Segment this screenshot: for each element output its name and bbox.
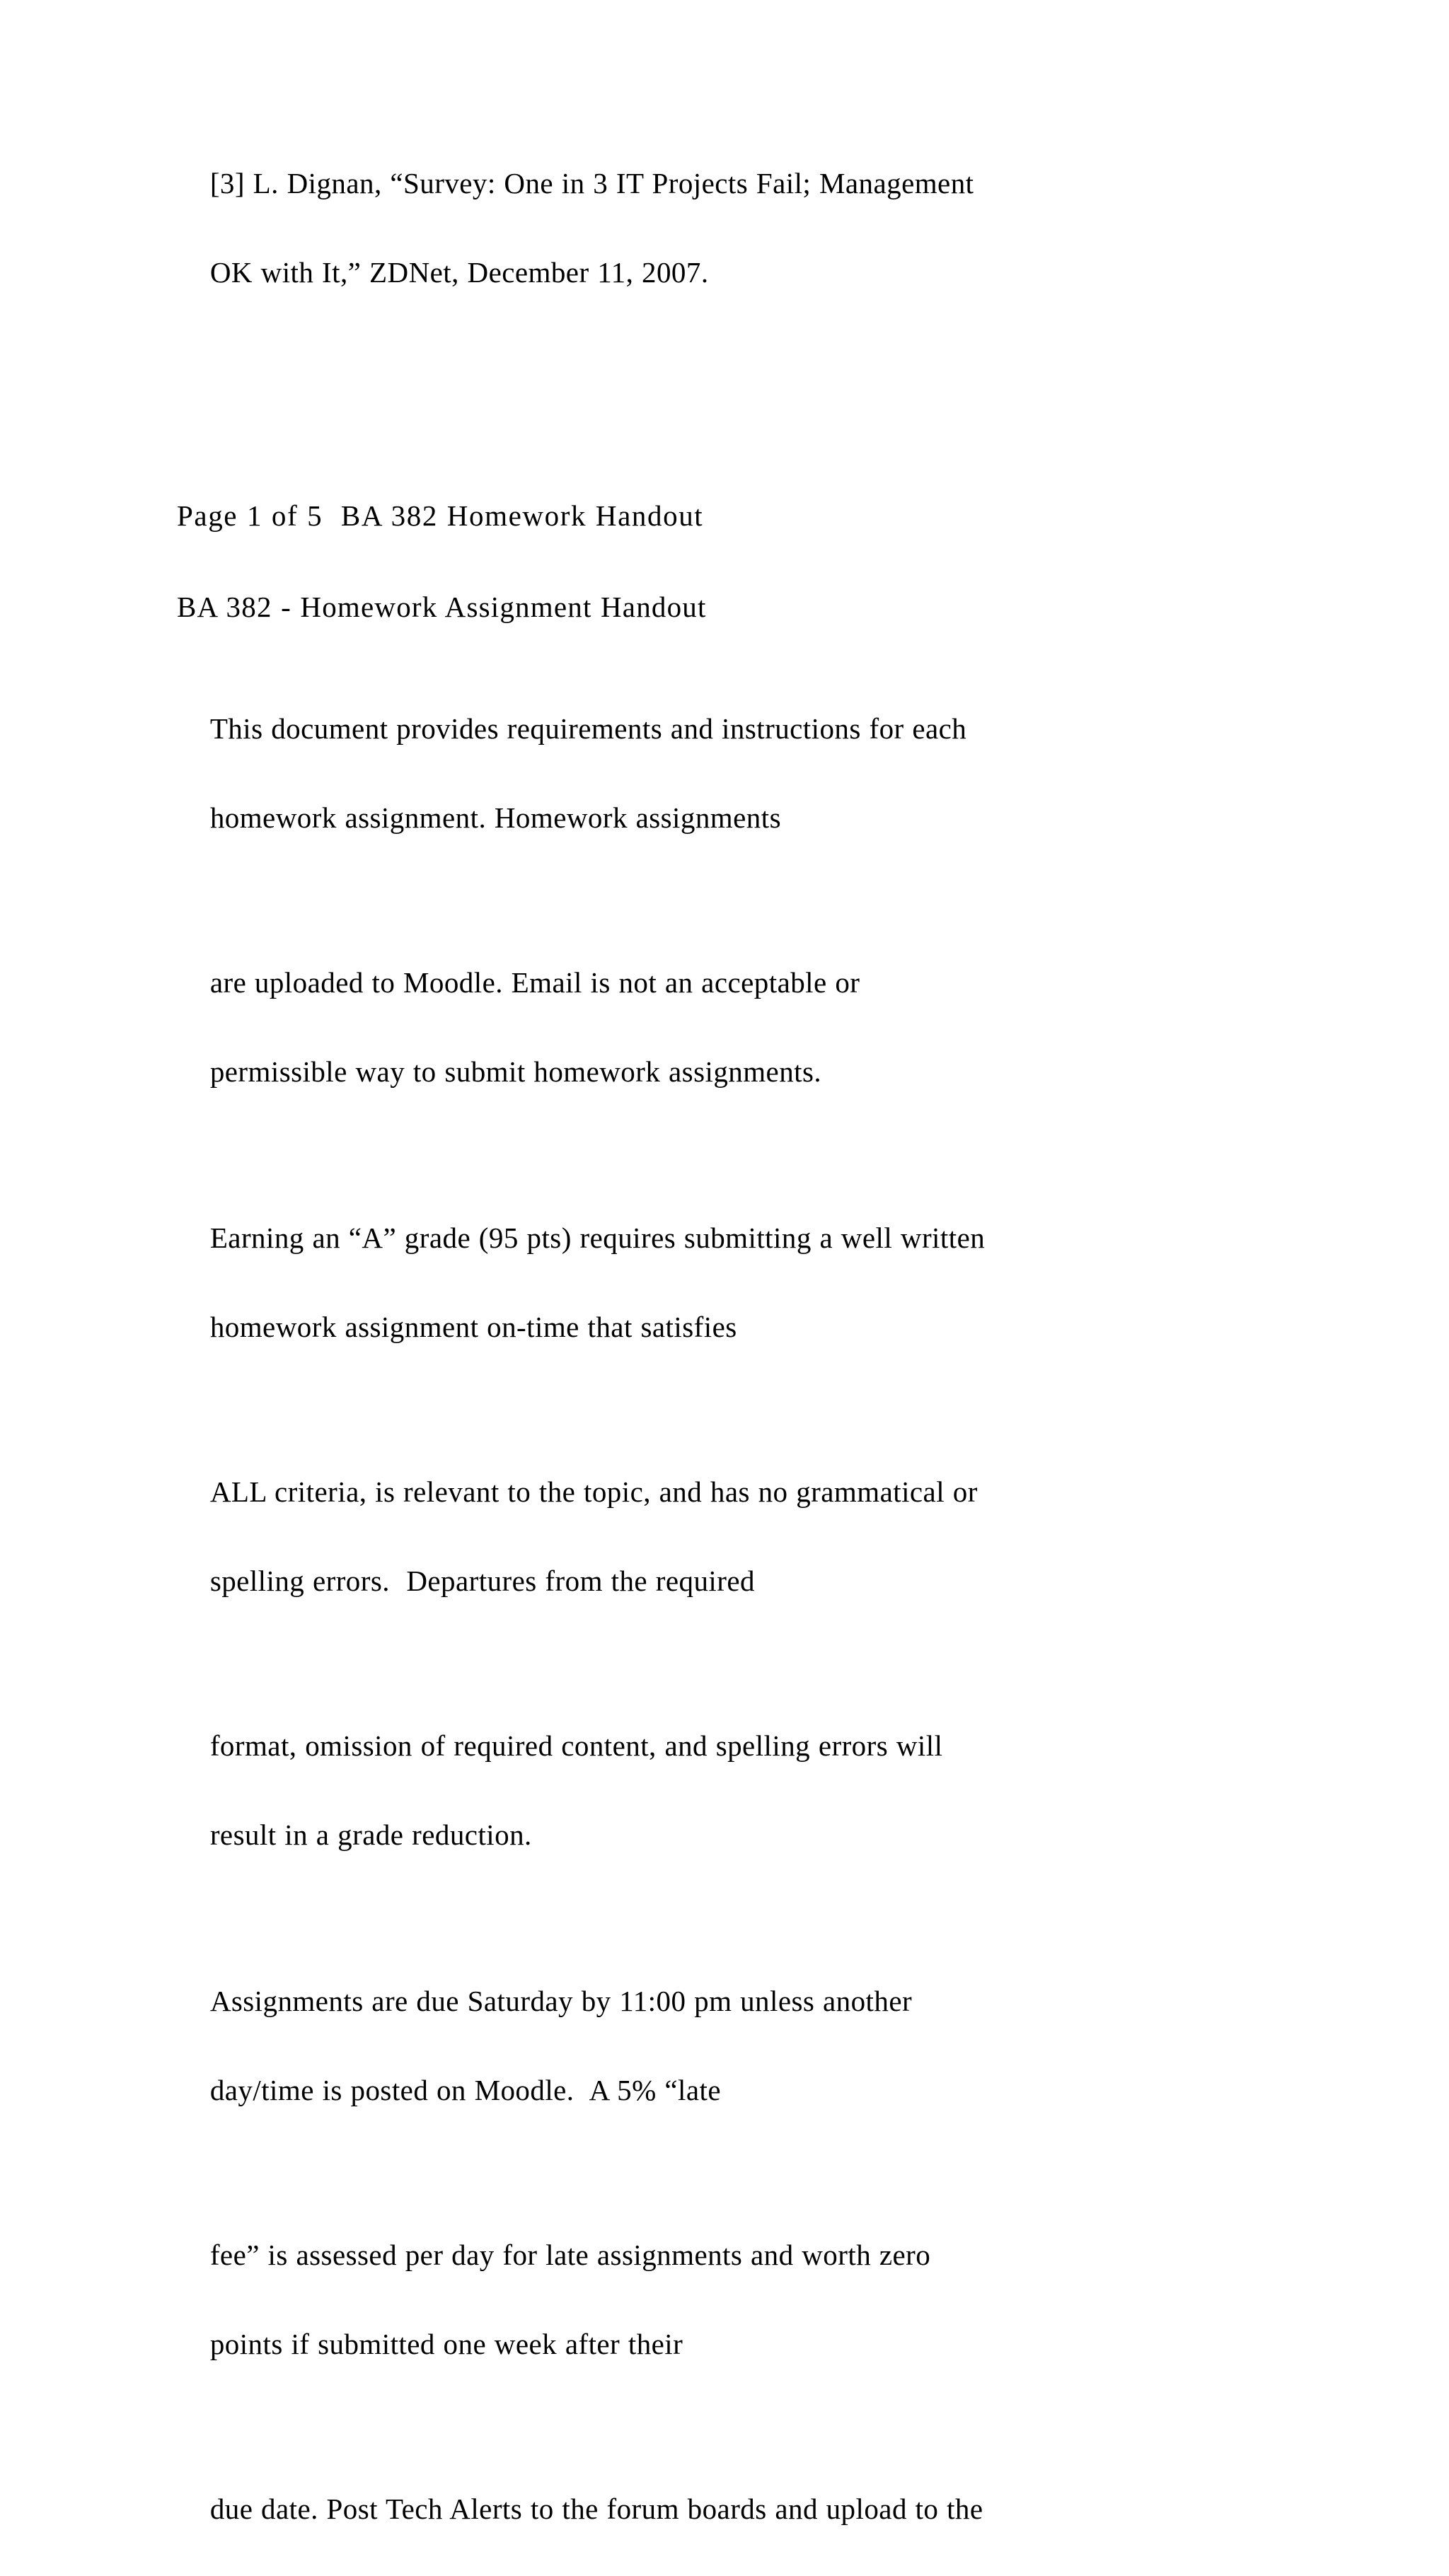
paragraph-due-time bbox=[177, 1934, 1272, 2157]
paragraph-spacer bbox=[177, 2157, 1272, 2188]
page-header: Page 1 of 5 BA 382 Homework Handout bbox=[177, 499, 704, 532]
paragraph-tech-alerts bbox=[177, 2442, 1272, 2576]
paragraph-group-spacer bbox=[177, 1139, 1272, 1171]
paragraph-line: homework assignment on-time that satisfies bbox=[209, 1311, 737, 1343]
paragraph-grade-a bbox=[177, 1171, 1272, 1394]
paragraph-group-spacer bbox=[177, 1902, 1272, 1934]
paragraph-line: points if submitted one week after their bbox=[209, 2328, 683, 2360]
paragraph-line: homework assignment. Homework assignments bbox=[209, 801, 781, 834]
paragraph-line: fee” is assessed per day for late assignments and worth zero bbox=[209, 2239, 931, 2271]
heading-spacer bbox=[177, 538, 1272, 585]
paragraph-line: spelling errors. Departures from the required bbox=[209, 1565, 755, 1597]
paragraph-spacer bbox=[177, 2411, 1272, 2442]
paragraph-line: day/time is posted on Moodle. A 5% “late bbox=[209, 2074, 722, 2106]
paragraph-submission bbox=[177, 916, 1272, 1139]
paragraph-line: due date. Post Tech Alerts to the forum boards and upload to the bbox=[209, 2493, 983, 2525]
paragraph-line: This document provides requirements and instructions for each bbox=[209, 712, 967, 745]
title-body-spacer bbox=[177, 630, 1272, 662]
paragraph-reduction bbox=[177, 1679, 1272, 1902]
paragraph-line: ALL criteria, is relevant to the topic, and has no grammatical or bbox=[209, 1475, 978, 1508]
page-title: BA 382 - Homework Assignment Handout bbox=[177, 591, 707, 623]
paragraph-line: format, omission of required content, and spelling errors will bbox=[209, 1729, 943, 1762]
paragraph-line: permissible way to submit homework assignments. bbox=[209, 1055, 822, 1088]
paragraph-intro bbox=[177, 662, 1272, 885]
paragraph-line: result in a grade reduction. bbox=[209, 1818, 532, 1851]
paragraph-spacer bbox=[177, 1394, 1272, 1425]
paragraph-line: are uploaded to Moodle. Email is not an acceptable or bbox=[209, 966, 860, 999]
reference-citation-line-2: OK with It,” ZDNet, December 11, 2007. bbox=[209, 256, 709, 289]
paragraph-criteria bbox=[177, 1425, 1272, 1648]
reference-citation-line-1: [3] L. Dignan, “Survey: One in 3 IT Projects Fail; Management bbox=[209, 167, 974, 199]
paragraph-late-fee bbox=[177, 2188, 1272, 2411]
paragraph-spacer bbox=[177, 885, 1272, 916]
section-spacer bbox=[177, 340, 1272, 494]
paragraph-spacer bbox=[177, 1648, 1272, 1679]
paragraph-line: Earning an “A” grade (95 pts) requires submitting a well written bbox=[209, 1222, 986, 1254]
reference-citation bbox=[177, 117, 1272, 340]
top-spacer bbox=[177, 0, 1272, 117]
paragraph-line: Assignments are due Saturday by 11:00 pm unless another bbox=[209, 1985, 913, 2017]
